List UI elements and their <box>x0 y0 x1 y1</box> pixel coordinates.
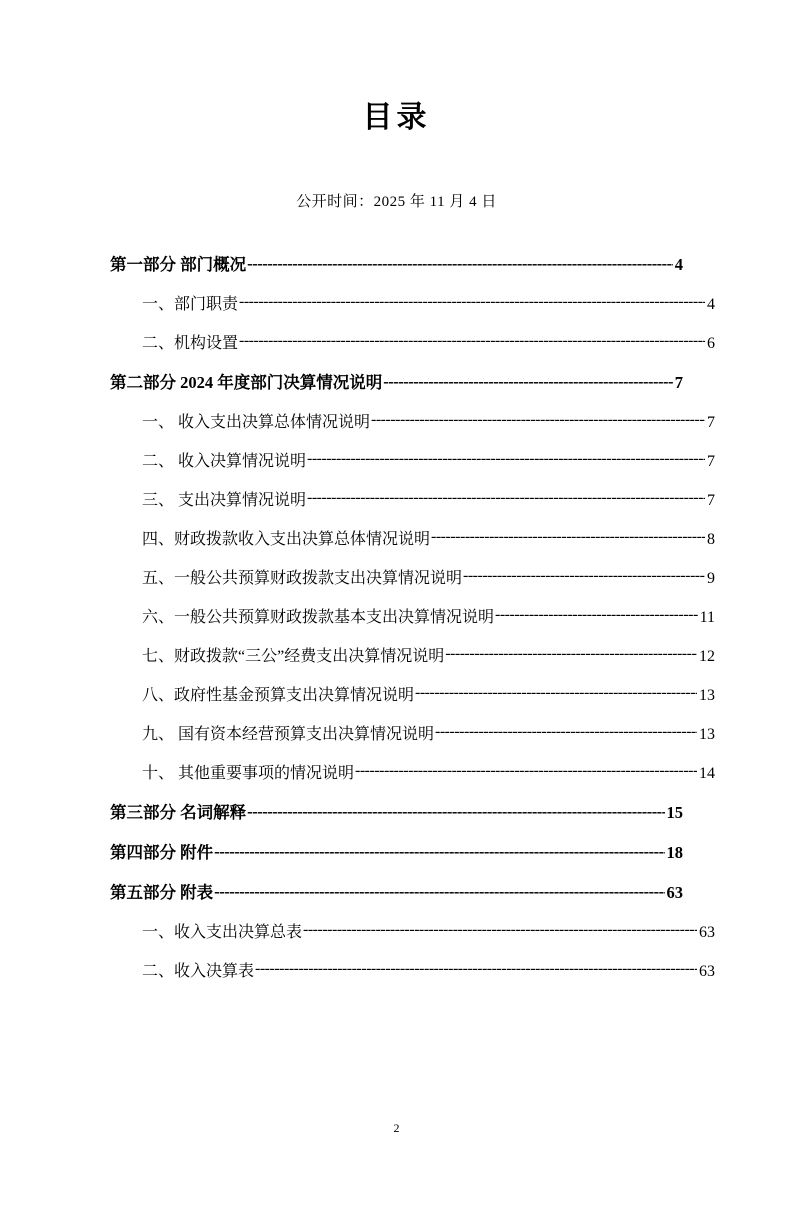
toc-entry-label: 十、 其他重要事项的情况说明 <box>142 765 355 782</box>
toc-leader-dots <box>445 645 697 661</box>
toc-leader-dots <box>303 921 697 937</box>
toc-entry-page-number: 4 <box>674 255 683 274</box>
toc-entry[interactable] <box>110 409 715 432</box>
toc-entry-label: 四、财政拨款收入支出决算总体情况说明 <box>142 531 431 548</box>
toc-entry-page-number: 18 <box>666 843 683 862</box>
toc-entry-label: 三、 支出决算情况说明 <box>142 492 307 509</box>
toc-entry[interactable] <box>110 526 715 549</box>
table-of-contents <box>110 251 715 981</box>
toc-entry[interactable] <box>110 879 683 903</box>
toc-entry[interactable] <box>110 799 683 823</box>
toc-leader-dots <box>255 960 697 976</box>
toc-leader-dots <box>435 723 697 739</box>
toc-entry-page-number: 13 <box>699 726 715 743</box>
toc-entry[interactable] <box>110 369 683 393</box>
toc-entry-page-number: 63 <box>666 883 683 902</box>
toc-leader-dots <box>463 567 705 583</box>
toc-entry-label: 第五部分 附表 <box>110 883 214 902</box>
toc-leader-dots <box>239 293 705 309</box>
toc-leader-dots <box>431 528 705 544</box>
toc-entry-page-number: 7 <box>707 492 715 509</box>
toc-leader-dots <box>383 372 673 389</box>
toc-entry-label: 第二部分 2024 年度部门决算情况说明 <box>110 373 383 392</box>
document-page <box>0 92 793 1214</box>
toc-leader-dots <box>239 332 705 348</box>
toc-entry[interactable] <box>110 604 715 627</box>
toc-entry-label: 九、 国有资本经营预算支出决算情况说明 <box>142 726 435 743</box>
toc-entry[interactable] <box>110 565 715 588</box>
toc-entry[interactable] <box>110 682 715 705</box>
toc-leader-dots <box>307 489 705 505</box>
publish-date: 公开时间：2025 年 11 月 4 日 <box>296 194 497 210</box>
toc-entry-page-number: 8 <box>707 531 715 548</box>
toc-entry-page-number: 14 <box>699 765 715 782</box>
toc-entry-page-number: 13 <box>699 687 715 704</box>
toc-entry[interactable] <box>110 919 715 942</box>
toc-entry-page-number: 63 <box>699 963 715 980</box>
toc-entry-label: 第一部分 部门概况 <box>110 255 247 274</box>
toc-entry-label: 七、财政拨款“三公”经费支出决算情况说明 <box>142 648 445 665</box>
toc-leader-dots <box>355 762 697 778</box>
toc-entry[interactable] <box>110 448 715 471</box>
toc-entry[interactable] <box>110 643 715 666</box>
toc-entry-label: 第三部分 名词解释 <box>110 803 247 822</box>
toc-entry-label: 五、一般公共预算财政拨款支出决算情况说明 <box>142 570 463 587</box>
toc-entry[interactable] <box>110 291 715 314</box>
toc-entry-label: 第四部分 附件 <box>110 843 214 862</box>
toc-entry[interactable] <box>110 721 715 744</box>
toc-leader-dots <box>415 684 697 700</box>
toc-entry-page-number: 7 <box>707 453 715 470</box>
toc-entry[interactable] <box>110 958 715 981</box>
toc-entry-page-number: 63 <box>699 924 715 941</box>
toc-entry-page-number: 11 <box>699 609 715 626</box>
toc-entry-label: 二、收入决算表 <box>142 963 255 980</box>
toc-entry-label: 一、收入支出决算总表 <box>142 924 303 941</box>
toc-leader-dots <box>214 842 664 859</box>
toc-entry-page-number: 7 <box>674 373 683 392</box>
toc-entry-page-number: 12 <box>699 648 715 665</box>
footer-page-number: 2 <box>393 1121 400 1135</box>
toc-entry-label: 一、 收入支出决算总体情况说明 <box>142 414 371 431</box>
toc-entry-label: 一、部门职责 <box>142 296 239 313</box>
toc-entry-page-number: 4 <box>707 296 715 313</box>
toc-entry[interactable] <box>110 760 715 783</box>
toc-entry-page-number: 6 <box>707 335 715 352</box>
toc-entry-label: 六、一般公共预算财政拨款基本支出决算情况说明 <box>142 609 495 626</box>
page-title: 目录 <box>362 101 431 134</box>
toc-leader-dots <box>371 411 705 427</box>
toc-entry[interactable] <box>110 839 683 863</box>
toc-entry-label: 二、机构设置 <box>142 335 239 352</box>
toc-entry-label: 二、 收入决算情况说明 <box>142 453 307 470</box>
toc-leader-dots <box>495 606 698 622</box>
toc-leader-dots <box>247 802 664 819</box>
toc-entry[interactable] <box>110 487 715 510</box>
toc-leader-dots <box>307 450 705 466</box>
toc-entry[interactable] <box>110 251 683 275</box>
toc-leader-dots <box>214 882 664 899</box>
toc-leader-dots <box>247 254 673 271</box>
toc-entry-page-number: 9 <box>707 570 715 587</box>
toc-entry-page-number: 15 <box>666 803 683 822</box>
toc-entry-page-number: 7 <box>707 414 715 431</box>
toc-entry[interactable] <box>110 330 715 353</box>
toc-entry-label: 八、政府性基金预算支出决算情况说明 <box>142 687 415 704</box>
